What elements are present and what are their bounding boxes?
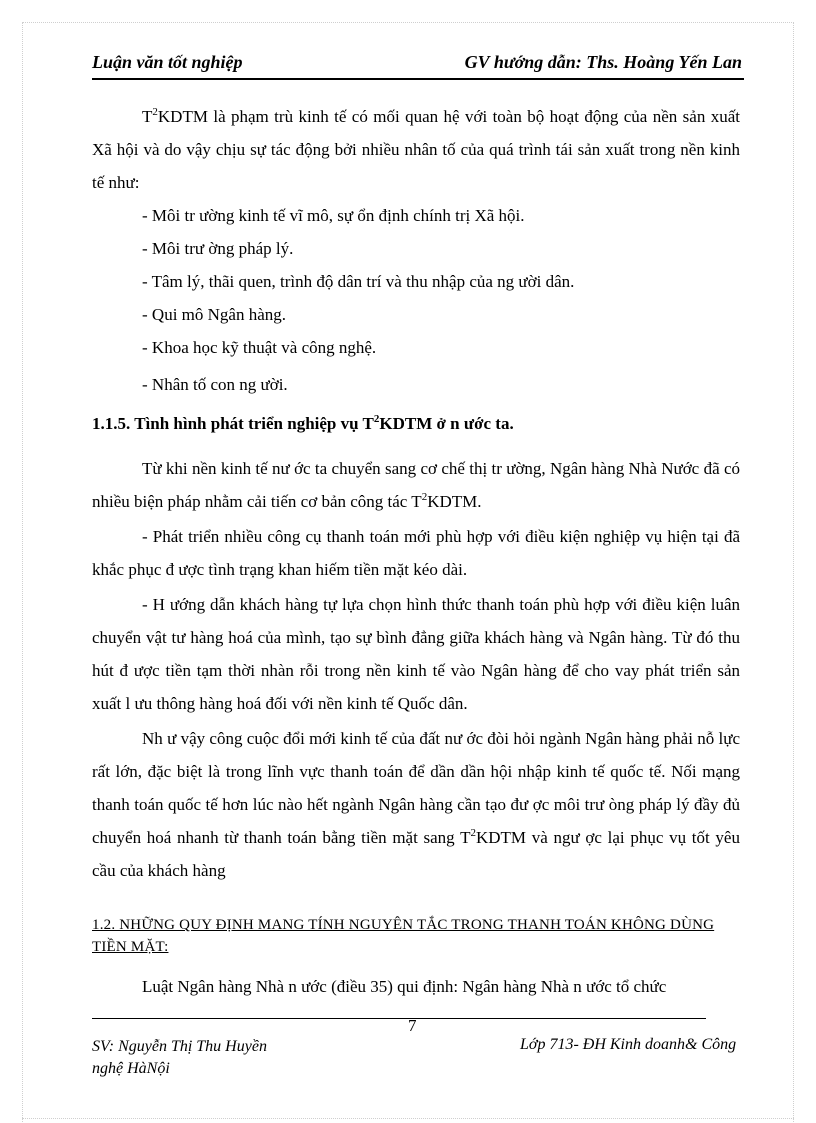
body-text-section-12	[92, 970, 740, 1003]
section-115-paragraph-4	[92, 722, 740, 887]
footer-student-line-2: nghệ HàNội	[92, 1060, 170, 1077]
page-bottom-border	[22, 1118, 794, 1119]
section-heading-115	[92, 414, 514, 434]
page-header	[92, 50, 744, 80]
footer-class-info: Lớp 713- ĐH Kinh doanh& Công	[520, 1036, 737, 1053]
para1-text-b: KDTM.	[427, 492, 482, 511]
section-115-paragraph-2: - Phát triển nhiều công cụ thanh toán mới phù hợp với điều kiện nghiệp vụ hiện tại đã khắc phục đ ược tình trạng khan hiếm tiền mặt kéo dài.	[92, 527, 740, 579]
heading-part-a: 1.1.5. Tình hình phát triển nghiệp vụ T	[92, 414, 374, 433]
intro-superscript: 2	[152, 106, 158, 118]
section-115-paragraph-3: - H ướng dẫn khách hàng tự lựa chọn hình thức thanh toán phù hợp với điều kiện luân chuyển vật tư hàng hoá của mình, tạo sự bình đẳng giữa khách hàng và Ngân hàng. Từ đó thu hút đ ược tiền tạm thời nhàn rỗi trong nền kinh tế vào Ngân hàng để cho vay phát triển sản xuất l ưu thông hàng hoá đối với nền kinh tế Quốc dân.	[92, 595, 740, 713]
factor-item: - Qui mô Ngân hàng.	[142, 305, 287, 324]
factor-item: - Môi tr ường kinh tế vĩ mô, sự ổn định chính trị Xã hội.	[142, 206, 525, 225]
header-supervisor: GV hướng dẫn: Ths. Hoàng Yến Lan	[464, 52, 742, 72]
footer-divider	[92, 1018, 706, 1019]
footer-student	[92, 1036, 267, 1080]
header-thesis-title: Luận văn tốt nghiệp	[92, 52, 243, 72]
section-12-paragraph-1: Luật Ngân hàng Nhà n ước (điều 35) qui định: Ngân hàng Nhà n ước tổ chức	[142, 977, 667, 996]
footer-student-line-1: SV: Nguyễn Thị Thu Huyền	[92, 1038, 267, 1055]
section-heading-12: 1.2. NHỮNG QUY ĐỊNH MANG TÍNH NGUYÊN TẮC TRONG THANH TOÁN KHÔNG DÙNG TIỀN MẶT:	[92, 917, 715, 955]
page-number: 7	[408, 1016, 417, 1035]
intro-t: T	[142, 107, 153, 126]
factor-item: - Nhân tố con ng ười.	[142, 375, 288, 394]
para1-superscript: 2	[421, 491, 428, 503]
para4-superscript: 2	[470, 827, 476, 839]
body-text-top	[92, 100, 740, 401]
factor-item: - Tâm lý, thãi quen, trình độ dân trí và thu nhập của ng ười dân.	[142, 272, 575, 291]
intro-text: KDTM là phạm trù kinh tế có mối quan hệ với toàn bộ hoạt động của nền sản xuất Xã hội và do vậy chịu sự tác động bởi nhiều nhân tố của quá trình tái sản xuất trong nền kinh tế như:	[92, 107, 740, 192]
body-text-section-115	[92, 452, 740, 887]
factor-item: - Môi trư ờng pháp lý.	[142, 239, 294, 258]
heading-superscript: 2	[373, 413, 380, 425]
para1-text-a: Từ khi nền kinh tế nư ớc ta chuyển sang cơ chế thị tr ường, Ngân hàng Nhà Nước đã có nhiều biện pháp nhằm cải tiến cơ bản công tác T	[92, 459, 740, 511]
intro-paragraph	[92, 100, 740, 199]
factor-item: - Khoa học kỹ thuật và công nghệ.	[142, 338, 377, 357]
para4-text-a: Nh ư vậy công cuộc đổi mới kinh tế của đất nư ớc đòi hỏi ngành Ngân hàng phải nỗ lực rất lớn, đặc biệt là trong lĩnh vực thanh toán để dần dần hội nhập kinh tế quốc tế. Nối mạng thanh toán quốc tế hơn lúc nào hết ngành Ngân hàng cần tạo đư ợc môi trư òng pháp lý đầy đủ chuyển hoá nhanh từ thanh toán bằng tiền mặt sang T	[92, 729, 740, 847]
heading-part-b: KDTM ở n ước ta.	[379, 414, 514, 433]
section-115-paragraph-1	[92, 452, 740, 518]
para4-text-b: KDTM và ngư ợc lại phục vụ tốt yêu cầu của khách hàng	[92, 828, 740, 880]
